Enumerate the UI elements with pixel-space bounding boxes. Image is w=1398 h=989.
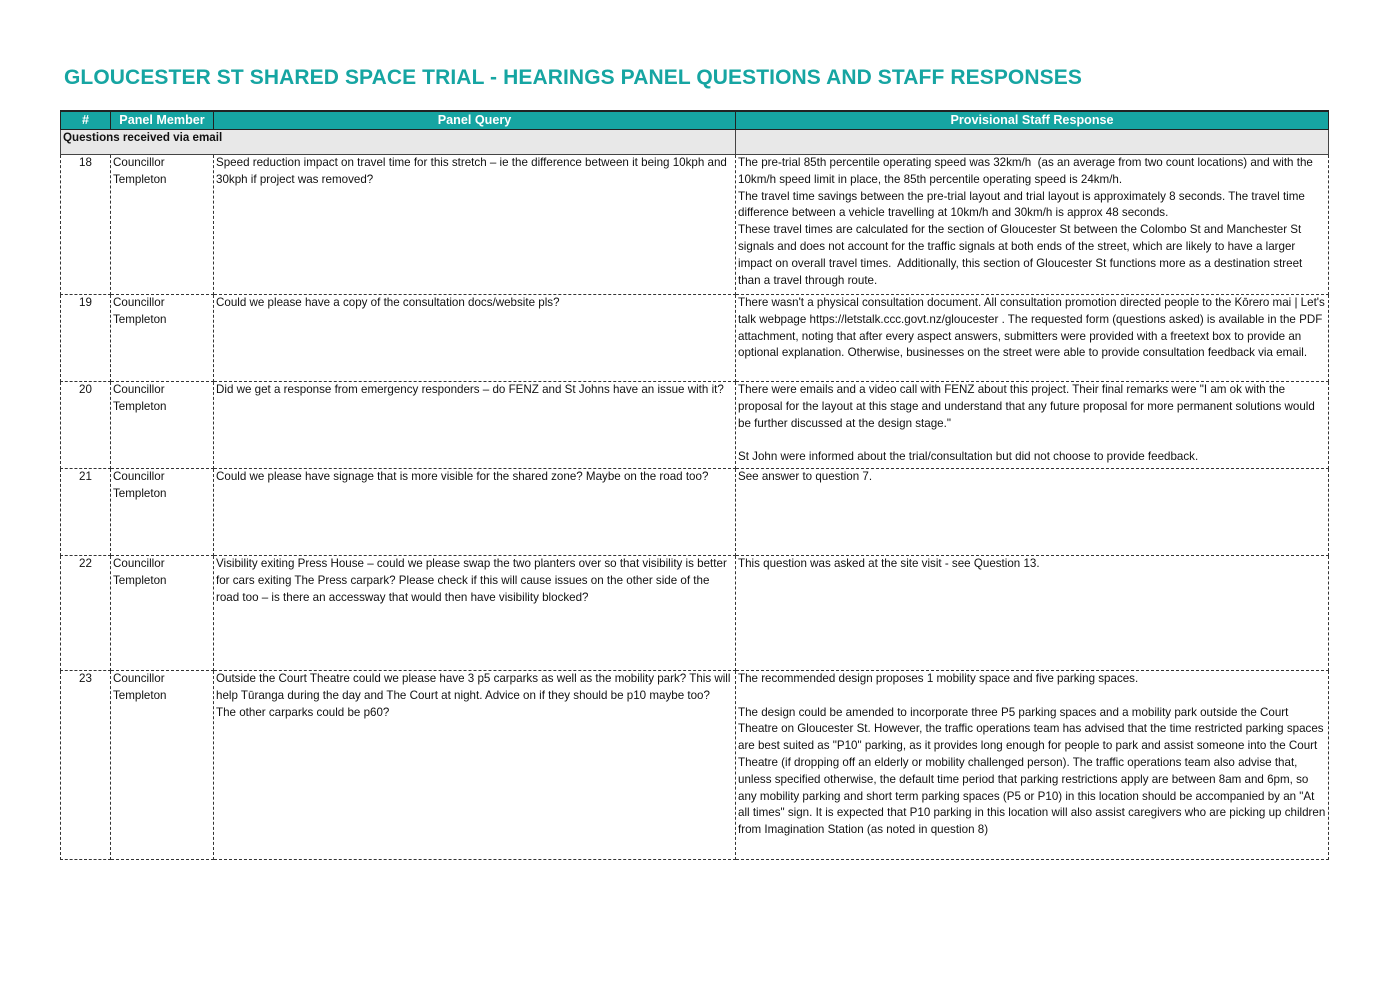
- table-row: [61, 382, 1329, 469]
- section-spacer: [736, 130, 1329, 155]
- row-number: 20: [61, 382, 111, 469]
- panel-query-cell: Could we please have signage that is more visible for the shared zone? Maybe on the road too?: [214, 469, 736, 556]
- panel-member-cell: Councillor Templeton: [111, 155, 214, 295]
- staff-response-cell: See answer to question 7.: [736, 469, 1329, 556]
- panel-query-cell: Did we get a response from emergency responders – do FENZ and St Johns have an issue with it?: [214, 382, 736, 469]
- header-row: [61, 111, 1329, 130]
- panel-query-cell: Visibility exiting Press House – could we please swap the two planters over so that visibility is better for cars exiting The Press carpark? Please check if this will cause issues on the other side of the road too – is there an accessway that would then have visibility blocked?: [214, 556, 736, 671]
- table-row: [61, 295, 1329, 382]
- header-panel-query: Panel Query: [214, 111, 736, 130]
- panel-member-cell: Councillor Templeton: [111, 469, 214, 556]
- row-number: 22: [61, 556, 111, 671]
- header-num: #: [61, 111, 111, 130]
- section-label: Questions received via email: [61, 130, 736, 155]
- row-number: 19: [61, 295, 111, 382]
- table-row: [61, 155, 1329, 295]
- panel-query-cell: Could we please have a copy of the consultation docs/website pls?: [214, 295, 736, 382]
- staff-response-cell: There were emails and a video call with FENZ about this project. Their final remarks were "I am ok with the proposal for the layout at this stage and understand that any future proposal for more permanent solutions would be further discussed at the design stage." St John were informed about the trial/consultation but did not choose to provide feedback.: [736, 382, 1329, 469]
- row-number: 23: [61, 671, 111, 860]
- row-number: 18: [61, 155, 111, 295]
- staff-response-cell: The recommended design proposes 1 mobility space and five parking spaces. The design could be amended to incorporate three P5 parking spaces and a mobility park outside the Court Theatre on Gloucester St. However, the traffic operations team has advised that the time restricted parking spaces are best suited as "P10" parking, as it provides long enough for people to park and assist someone into the Court Theatre (if dropping off an elderly or mobility challenged person). The traffic operations team also advise that, unless specified otherwise, the default time period that parking restrictions apply are between 8am and 6pm, so any mobility parking and short term parking spaces (P5 or P10) in this location should be accompanied by an "At all times" sign. It is expected that P10 parking in this location will also assist caregivers who are picking up children from Imagination Station (as noted in question 8): [736, 671, 1329, 860]
- panel-member-cell: Councillor Templeton: [111, 382, 214, 469]
- header-panel-member: Panel Member: [111, 111, 214, 130]
- table-row: [61, 556, 1329, 671]
- questions-table: [60, 110, 1329, 860]
- section-row: [61, 130, 1329, 155]
- panel-query-cell: Speed reduction impact on travel time for this stretch – ie the difference between it being 10kph and 30kph if project was removed?: [214, 155, 736, 295]
- panel-member-cell: Councillor Templeton: [111, 295, 214, 382]
- staff-response-cell: The pre-trial 85th percentile operating speed was 32km/h (as an average from two count locations) and with the 10km/h speed limit in place, the 85th percentile operating speed is 24km/h. The travel time savings between the pre-trial layout and trial layout is approximately 8 seconds. The travel time difference between a vehicle travelling at 10km/h and 30km/h is approx 48 seconds. These travel times are calculated for the section of Gloucester St between the Colombo St and Manchester St signals and does not account for the traffic signals at both ends of the street, which are likely to have a larger impact on overall travel times. Additionally, this section of Gloucester St functions more as a destination street than a travel through route.: [736, 155, 1329, 295]
- staff-response-cell: There wasn't a physical consultation document. All consultation promotion directed people to the Kōrero mai | Let's talk webpage https://letstalk.ccc.govt.nz/gloucester . The requested form (questions asked) is available in the PDF attachment, noting that after every aspect answers, submitters were provided with a freetext box to provide an optional explanation. Otherwise, businesses on the street were able to provide consultation feedback via email.: [736, 295, 1329, 382]
- page-title: GLOUCESTER ST SHARED SPACE TRIAL - HEARINGS PANEL QUESTIONS AND STAFF RESPONSES: [64, 66, 1082, 89]
- panel-member-cell: Councillor Templeton: [111, 671, 214, 860]
- row-number: 21: [61, 469, 111, 556]
- panel-query-cell: Outside the Court Theatre could we please have 3 p5 carparks as well as the mobility park? This will help Tūranga during the day and The Court at night. Advice on if they should be p10 maybe too? The other carparks could be p60?: [214, 671, 736, 860]
- table-row: [61, 469, 1329, 556]
- table-row: [61, 671, 1329, 860]
- header-staff-response: Provisional Staff Response: [736, 111, 1329, 130]
- panel-member-cell: Councillor Templeton: [111, 556, 214, 671]
- staff-response-cell: This question was asked at the site visit - see Question 13.: [736, 556, 1329, 671]
